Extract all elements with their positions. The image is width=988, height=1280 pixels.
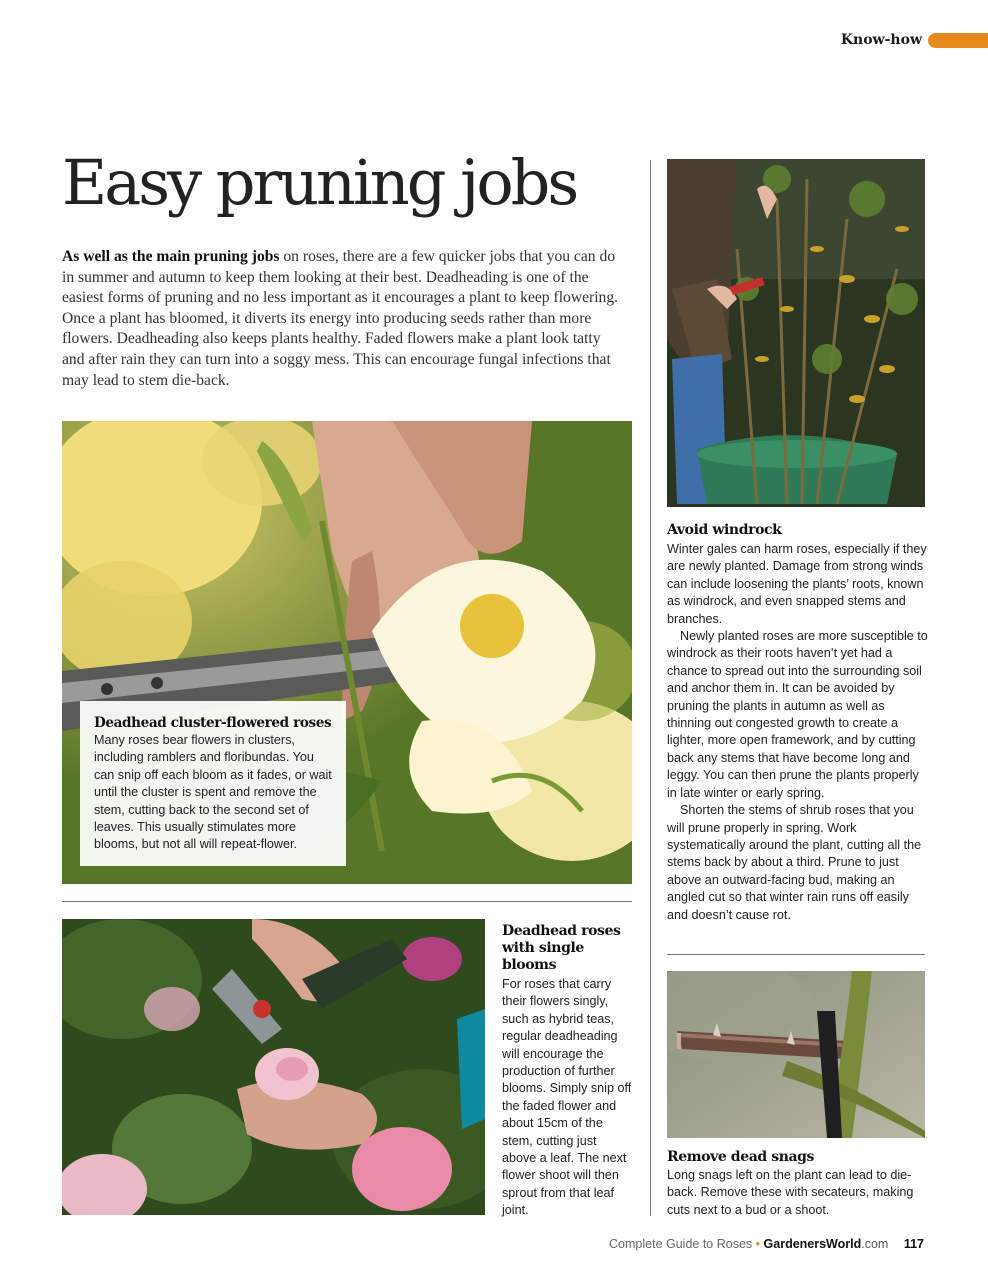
cluster-caption-box (80, 701, 346, 866)
single-blooms-text (502, 923, 634, 1220)
photo-windrock (667, 159, 925, 507)
page-title: Easy pruning jobs (62, 146, 577, 219)
page-footer (609, 1237, 924, 1251)
footer-bullet: • (755, 1237, 761, 1251)
section-accent-bar (928, 33, 988, 48)
column-divider (650, 160, 651, 1216)
footer-guide: Complete Guide to Roses (609, 1237, 753, 1251)
intro-paragraph (62, 247, 622, 391)
right-column-divider (667, 954, 925, 955)
section-label: Know-how (840, 32, 922, 48)
snags-text (667, 1148, 929, 1219)
cluster-body: Many roses bear flowers in clusters, including ramblers and floribundas. You can snip off each bloom as it fades, or wait until the cluster is spent and remove the stem, cutting back to the second set of leaves. This usually stimulates more blooms, but not all will repeat-flower. (94, 733, 332, 852)
windrock-paragraph-3: Shorten the stems of shrub roses that you will prune properly in spring. Work systematically around the plant, cutting all the stems back by about a third. Prune to just above an outward-facing bud, making an angled cut so that winter rain runs off easily and doesn’t cause rot. (667, 803, 922, 922)
section-tag (841, 30, 988, 50)
single-heading: Deadhead roses with single blooms (502, 923, 621, 973)
intro-lead: As well as the main pruning jobs (62, 248, 280, 265)
windrock-heading: Avoid windrock (667, 522, 782, 538)
windrock-text (667, 521, 929, 924)
windrock-paragraph-2: Newly planted roses are more susceptible to windrock as their roots haven’t yet had a chance to spread out into the surrounding soil and anchor them in. It can be avoided by pruning the plants in autumn as well as thinning out congested growth to create a lighter, more open framework, and by cutting back any stems that have become long and leggy. You can then prune the plants properly in late winter or early spring. (667, 629, 928, 800)
photo-dead-snag (667, 971, 925, 1138)
footer-brand: GardenersWorld (763, 1237, 862, 1251)
intro-text: on roses, there are a few quicker jobs that you can do in summer and autumn to keep them looking at their best. Deadheading is one of the easiest forms of pruning and no less important as it encourages a plant to keep flowering. Once a plant has bloomed, it diverts its energy into producing seeds rather than more flowers. Deadheading also keeps plants healthy. Faded flowers make a plant look tatty and after rain they can turn into a soggy mess. This can encourage fungal infections that may lead to stem die-back. (62, 248, 619, 389)
snags-body: Long snags left on the plant can lead to die-back. Remove these with secateurs, making cuts next to a bud or a shoot. (667, 1168, 914, 1217)
windrock-body (667, 541, 929, 924)
cluster-heading: Deadhead cluster-flowered roses (94, 715, 332, 731)
single-body: For roses that carry their flowers singly, such as hybrid teas, regular deadheading will encourage the production of further blooms. Simply snip off the faded flower and about 15cm of the stem, cutting just above a leaf. The next flower shoot will then sprout from that leaf joint. (502, 977, 632, 1218)
snags-heading: Remove dead snags (667, 1149, 815, 1165)
windrock-paragraph-1: Winter gales can harm roses, especially if they are newly planted. Damage from strong winds can include loosening the plants’ roots, known as windrock, and even snapped stems and branches. (667, 542, 927, 626)
footer-domain: .com (861, 1237, 889, 1251)
photo-deadhead-single (62, 919, 485, 1215)
left-column-divider (62, 901, 632, 902)
page-number: 117 (903, 1237, 924, 1251)
